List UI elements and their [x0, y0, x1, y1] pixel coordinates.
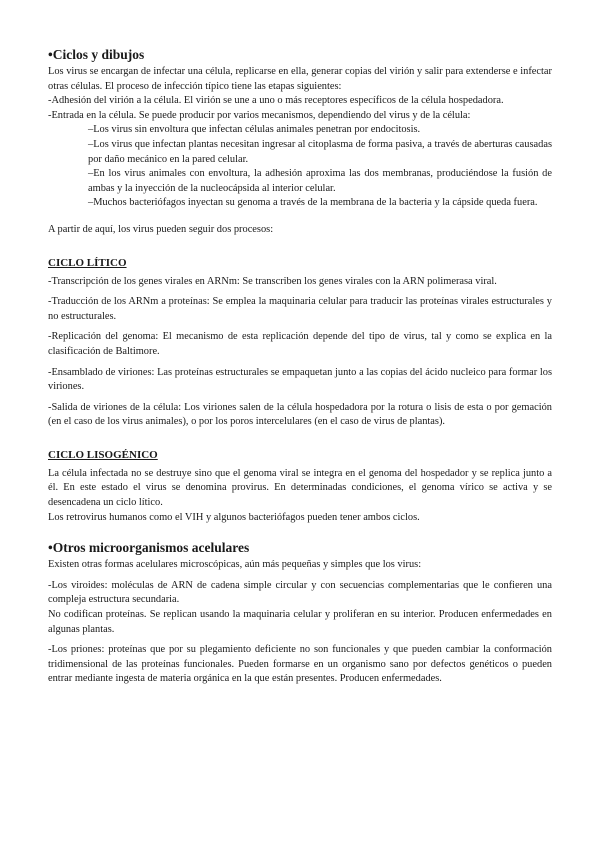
lisogenico-paragraph: La célula infectada no se destruye sino que el genoma viral se integra en el genoma del hospedador y se replica junto a él. En este estado el virus se denomina provirus. En determinadas condiciones, el genoma vírico se activa y se desencadena un ciclo lítico.	[48, 467, 552, 509]
litico-step: -Replicación del genoma: El mecanismo de esta replicación depende del tipo de virus, tal y como se explica en la clasificación de Baltimore.	[48, 331, 552, 357]
litico-step: -Ensamblado de viriones: Las proteínas estructurales se empaquetan junto a las copias del ácido nucleico para formar los viriones.	[48, 366, 552, 393]
entry-item: –Muchos bacteriófagos inyectan su genoma a través de la membrana de la bacteria y la cápside queda fuera.	[88, 197, 538, 209]
heading-ciclo-litico: CICLO LÍTICO	[48, 256, 127, 269]
otros-intro: Existen otras formas acelulares microscópicas, aún más pequeñas y simples que los virus:	[48, 559, 422, 571]
litico-step: -Traducción de los ARNm a proteínas: Se emplea la maquinaria celular para traducir las proteínas virales estructurales y no estructurales.	[48, 296, 552, 322]
processes-intro: A partir de aquí, los virus pueden seguir dos procesos:	[48, 223, 274, 235]
litico-step: -Salida de viriones de la célula: Los viriones salen de la célula hospedadora por la rotura o lisis de esta o por gemación (en el caso de los virus animales), o por los poros intercelulares (en el caso de virus de plantas).	[48, 401, 552, 428]
step-entry: -Entrada en la célula. Se puede producir por varios mecanismos, dependiendo del virus y de la célula:	[48, 109, 471, 121]
viroides-detail: No codifican proteínas. Se replican usando la maquinaria celular y proliferan en su interior. Producen enfermedades en algunas plantas.	[48, 609, 552, 635]
section-title-otros: •Otros microorganismos acelulares	[48, 540, 250, 556]
entry-item: –En los virus animales con envoltura, la adhesión aproxima las dos membranas, produciéndose la fusión de ambas y la inyección de la nucleocápsida al interior celular.	[88, 168, 552, 194]
step-adhesion: -Adhesión del virión a la célula. El virión se une a uno o más receptores específicos de la célula hospedadora.	[48, 95, 504, 107]
viroides-paragraph: -Los viroides: moléculas de ARN de cadena simple circular y con secuencias complementarias que le confieren una compleja estructura secundaria.	[48, 579, 552, 606]
litico-step: -Transcripción de los genes virales en ARNm: Se transcriben los genes virales con la ARN polimerasa viral.	[48, 275, 497, 287]
lisogenico-retrovirus: Los retrovirus humanos como el VIH y algunos bacteriófagos pueden tener ambos ciclos.	[48, 511, 420, 523]
heading-ciclo-lisogenico: CICLO LISOGÉNICO	[48, 448, 158, 461]
entry-item: –Los virus que infectan plantas necesitan ingresar al citoplasma de forma pasiva, a través de aberturas causadas por daño mecánico en la pared celular.	[88, 138, 552, 165]
entry-item: –Los virus sin envoltura que infectan células animales penetran por endocitosis.	[88, 124, 421, 136]
priones-paragraph: -Los priones: proteínas que por su plegamiento deficiente no son funcionales y que pueden cambiar la conformación tridimensional de las proteínas funcionales. Pueden formarse en un organismo sano por defectos genéticos o pueden entrar mediante ingesta de materia orgánica en la que están presentes. Producen enfermedades.	[48, 644, 552, 685]
section-title-ciclos: •Ciclos y dibujos	[48, 47, 145, 62]
intro-paragraph: Los virus se encargan de infectar una célula, replicarse en ella, generar copias del virión y salir para extenderse e infectar otras células. El proceso de infección típico tiene las etapas siguientes:	[48, 66, 552, 92]
